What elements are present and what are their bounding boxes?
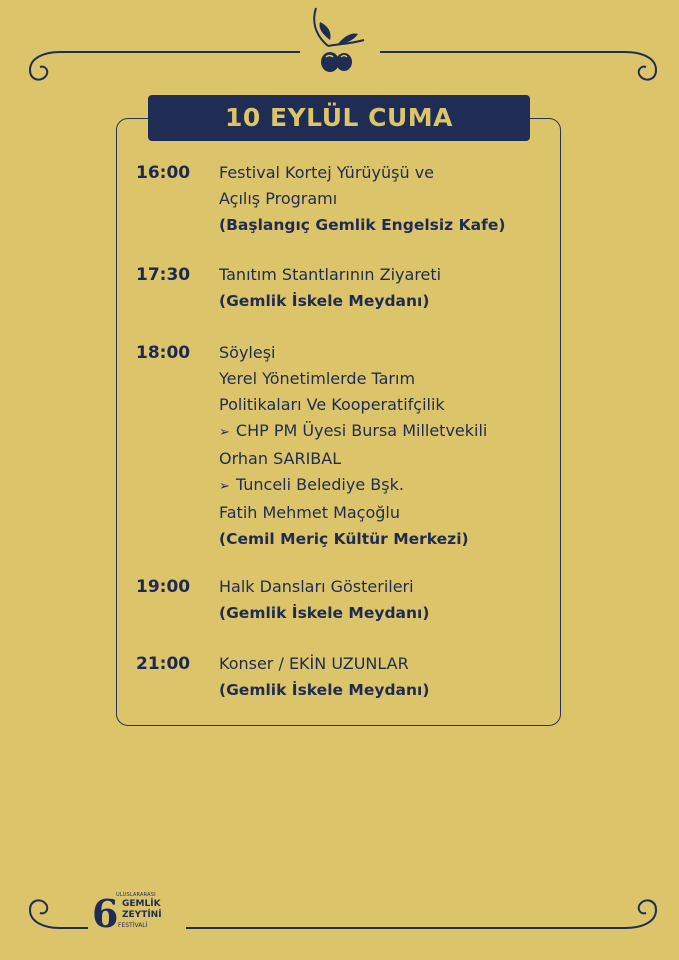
- event-title-line: Konser / EKİN UZUNLAR: [219, 654, 409, 673]
- speaker-name: Orhan SARIBAL: [219, 449, 342, 468]
- speaker-title: CHP PM Üyesi Bursa Milletvekili: [235, 421, 488, 440]
- speaker-name: Fatih Mehmet Maçoğlu: [219, 503, 400, 522]
- event-location: (Gemlik İskele Meydanı): [219, 292, 430, 310]
- page-title: 10 EYLÜL CUMA: [148, 95, 530, 141]
- event-description: [219, 160, 559, 238]
- logo-number: 6: [92, 891, 119, 936]
- speaker-line: [219, 418, 559, 446]
- logo-line: GEMLİK: [122, 899, 161, 909]
- event-time: 19:00: [136, 577, 191, 597]
- event-description: [219, 262, 559, 314]
- event-title-line: Söyleşi: [219, 343, 276, 362]
- logo-line: ZEYTİNİ: [122, 910, 162, 920]
- event-time: 16:00: [136, 163, 191, 183]
- event-title-line: Politikaları Ve Kooperatifçilik: [219, 395, 445, 414]
- event-location: (Cemil Meriç Kültür Merkezi): [219, 530, 469, 548]
- event-location: (Gemlik İskele Meydanı): [219, 604, 430, 622]
- event-title-line: Halk Dansları Gösterileri: [219, 577, 414, 596]
- event-title-line: Açılış Programı: [219, 189, 338, 208]
- event-title-line: Tanıtım Stantlarının Ziyareti: [219, 265, 442, 284]
- event-location: (Başlangıç Gemlik Engelsiz Kafe): [219, 216, 506, 234]
- event-time: 21:00: [136, 654, 191, 674]
- speaker-line: [219, 472, 559, 500]
- event-description: [219, 651, 559, 703]
- olive-branch-icon: [314, 8, 364, 72]
- arrow-bullet-icon: ➢: [219, 479, 230, 494]
- event-location: (Gemlik İskele Meydanı): [219, 681, 430, 699]
- logo-top-text: ULUSLARARASI: [116, 892, 156, 898]
- speaker-title: Tunceli Belediye Bşk.: [235, 475, 404, 494]
- arrow-bullet-icon: ➢: [219, 425, 230, 440]
- event-description: [219, 574, 559, 626]
- event-time: 18:00: [136, 343, 191, 363]
- event-title-line: Festival Kortej Yürüyüşü ve: [219, 163, 435, 182]
- logo-line: FESTİVALİ: [118, 922, 148, 929]
- festival-logo: [92, 890, 182, 940]
- event-time: 17:30: [136, 265, 191, 285]
- event-description: [219, 340, 559, 552]
- event-title-line: Yerel Yönetimlerde Tarım: [219, 369, 416, 388]
- top-ornament: [0, 0, 679, 90]
